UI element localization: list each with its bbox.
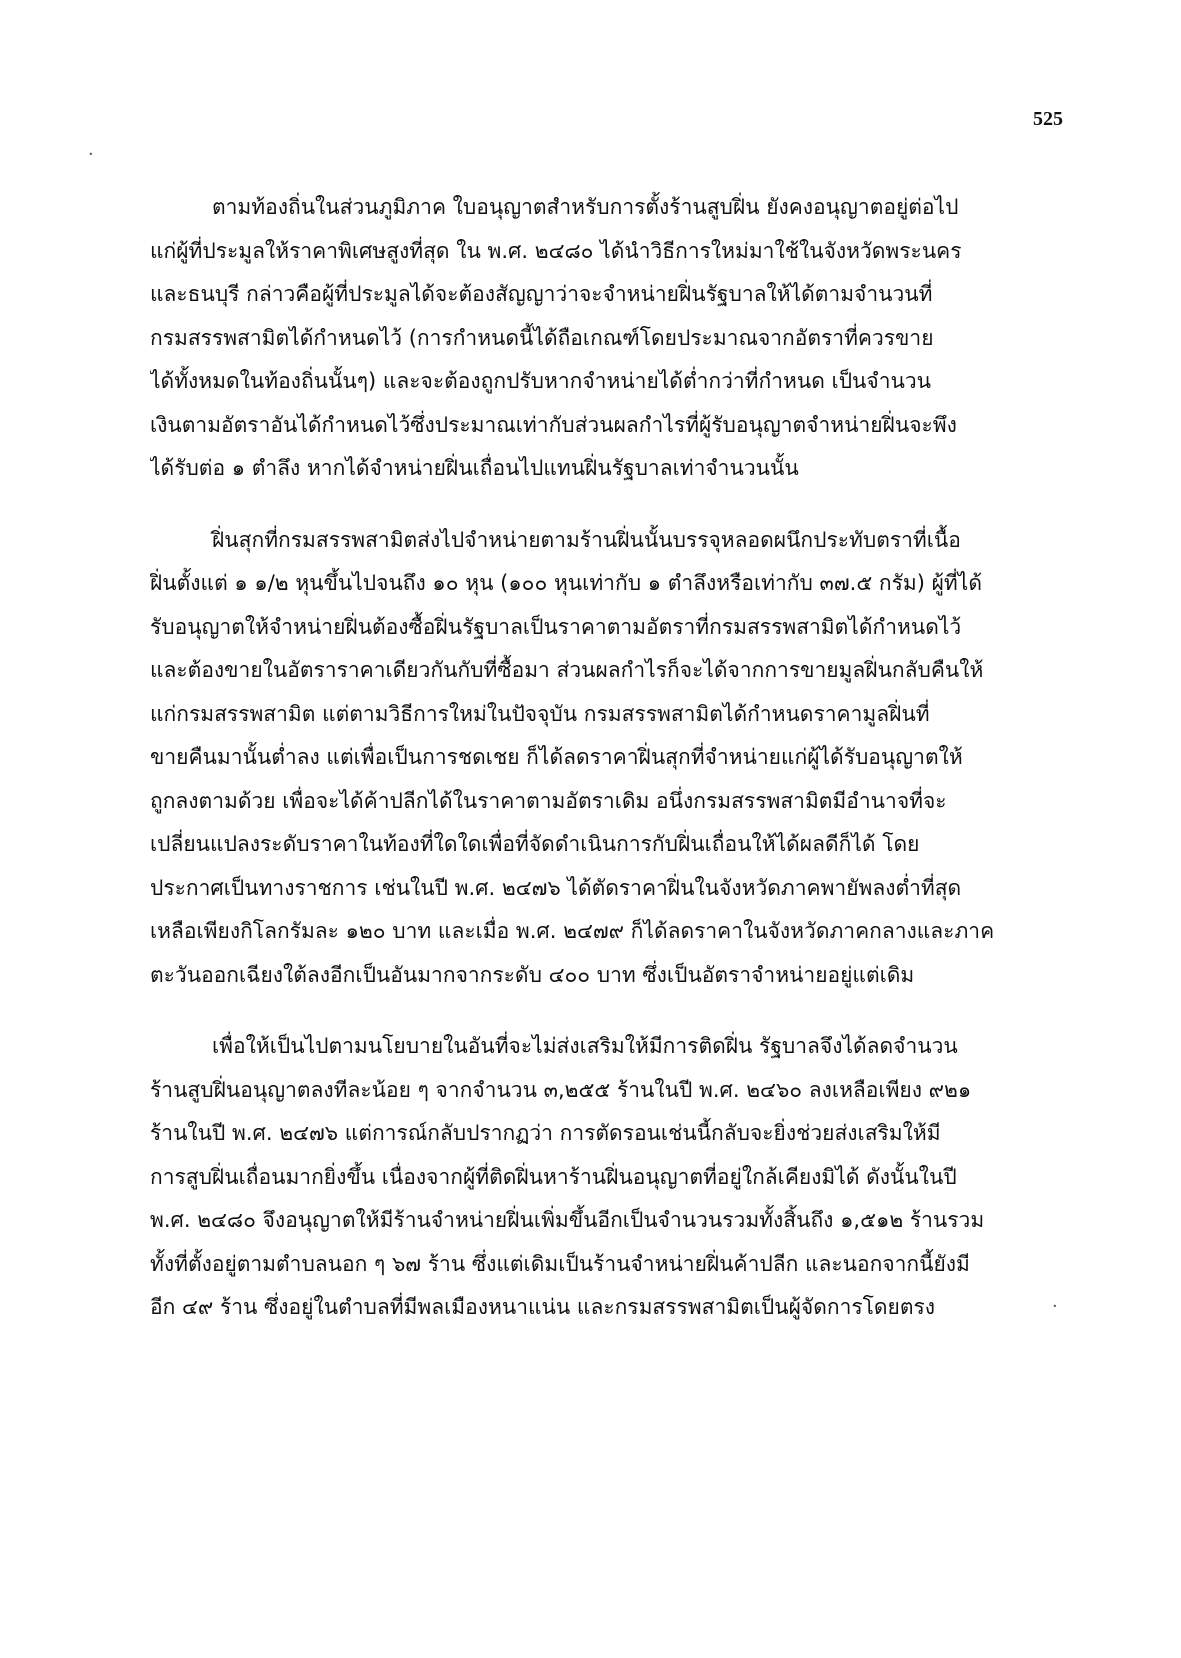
paragraph-line: และต้องขายในอัตราราคาเดียวกันกับที่ซื้อมา ส่วนผลกำไรก็จะได้จากการขายมูลฝิ่นกลับคืนให้ xyxy=(150,658,984,682)
paragraph-line: แก่ผู้ที่ประมูลให้ราคาพิเศษสูงที่สุด ใน พ.ศ. ๒๔๘๐ ได้นำวิธีการใหม่มาใช้ในจังหวัดพระนคร xyxy=(150,238,962,263)
paragraph-line: ร้านในปี พ.ศ. ๒๔๗๖ แต่การณ์กลับปรากฏว่า การตัดรอนเช่นนี้กลับจะยิ่งช่วยส่งเสริมให้มี xyxy=(150,1121,941,1145)
paragraph-1 xyxy=(150,186,1005,491)
paragraph-line: พ.ศ. ๒๔๘๐ จึงอนุญาตให้มีร้านจำหน่ายฝิ่นเพิ่มขึ้นอีกเป็นจำนวนรวมทั้งสิ้นถึง ๑,๕๑๒ ร้านรวม xyxy=(150,1208,985,1232)
paragraph-line: ขายคืนมานั้นต่ำลง แต่เพื่อเป็นการชดเชย ก็ได้ลดราคาฝิ่นสุกที่จำหน่ายแก่ผู้ได้รับอนุญาตให้ xyxy=(150,745,963,769)
paragraph-3 xyxy=(150,1025,1005,1330)
paragraph-line: ฝิ่นสุกที่กรมสรรพสามิตส่งไปจำหน่ายตามร้านฝิ่นนั้นบรรจุหลอดผนึกประทับตราที่เนื้อ xyxy=(212,527,961,552)
paragraph-line: ฝิ่นตั้งแต่ ๑ ๑/๒ หุนขึ้นไปจนถึง ๑๐ หุน (๑๐๐ หุนเท่ากับ ๑ ตำลึงหรือเท่ากับ ๓๗.๕ กรัม) ผู้ที่ได้ xyxy=(150,571,982,595)
paragraph-line: รับอนุญาตให้จำหน่ายฝิ่นต้องซื้อฝิ่นรัฐบาลเป็นราคาตามอัตราที่กรมสรรพสามิตได้กำหนดไว้ xyxy=(150,614,962,639)
body-text xyxy=(150,186,1005,1330)
paragraph-line: ตะวันออกเฉียงใต้ลงอีกเป็นอันมากจากระดับ ๔๐๐ บาท ซึ่งเป็นอัตราจำหน่ายอยู่แต่เดิม xyxy=(150,962,915,987)
paragraph-line: เหลือเพียงกิโลกรัมละ ๑๒๐ บาท และเมื่อ พ.ศ. ๒๔๗๙ ก็ได้ลดราคาในจังหวัดภาคกลางและภาค xyxy=(150,919,995,943)
paragraph-line: การสูบฝิ่นเถื่อนมากยิ่งขึ้น เนื่องจากผู้ที่ติดฝิ่นหาร้านฝิ่นอนุญาตที่อยู่ใกล้เคียงมิได้ ดังนั้นในปี xyxy=(150,1164,957,1189)
scan-speck: · xyxy=(1052,1296,1058,1317)
paragraph-gap xyxy=(150,997,1005,1025)
page-number: 525 xyxy=(1033,108,1063,130)
paragraph-line: เปลี่ยนแปลงระดับราคาในท้องที่ใดใดเพื่อที่จัดดำเนินการกับฝิ่นเถื่อนให้ได้ผลดีก็ได้ โดย xyxy=(150,832,920,856)
paragraph-line: ได้รับต่อ ๑ ตำลึง หากได้จำหน่ายฝิ่นเถื่อนไปแทนฝิ่นรัฐบาลเท่าจำนวนนั้น xyxy=(150,456,799,480)
paragraph-line: ทั้งที่ตั้งอยู่ตามตำบลนอก ๆ ๖๗ ร้าน ซึ่งแต่เดิมเป็นร้านจำหน่ายฝิ่นค้าปลีก และนอกจากนี้ยังมี xyxy=(150,1251,970,1276)
scan-speck: · xyxy=(88,144,94,165)
paragraph-gap xyxy=(150,491,1005,519)
paragraph-line: อีก ๔๙ ร้าน ซึ่งอยู่ในตำบลที่มีพลเมืองหนาแน่น และกรมสรรพสามิตเป็นผู้จัดการโดยตรง xyxy=(150,1295,936,1319)
paragraph-line: กรมสรรพสามิตได้กำหนดไว้ (การกำหนดนี้ได้ถือเกณฑ์โดยประมาณจากอัตราที่ควรขาย xyxy=(150,325,934,350)
paragraph-line: เงินตามอัตราอันได้กำหนดไว้ซึ่งประมาณเท่ากับส่วนผลกำไรที่ผู้รับอนุญาตจำหน่ายฝิ่นจะพึง xyxy=(150,412,957,437)
paragraph-line: และธนบุรี กล่าวคือผู้ที่ประมูลได้จะต้องสัญญาว่าจะจำหน่ายฝิ่นรัฐบาลให้ได้ตามจำนวนที่ xyxy=(150,282,933,306)
paragraph-line: เพื่อให้เป็นไปตามนโยบายในอันที่จะไม่ส่งเสริมให้มีการติดฝิ่น รัฐบาลจึงได้ลดจำนวน xyxy=(212,1034,958,1058)
paragraph-line: ตามท้องถิ่นในส่วนภูมิภาค ใบอนุญาตสำหรับการตั้งร้านสูบฝิ่น ยังคงอนุญาตอยู่ต่อไป xyxy=(212,195,959,219)
paragraph-line: แก่กรมสรรพสามิต แต่ตามวิธีการใหม่ในปัจจุบัน กรมสรรพสามิตได้กำหนดราคามูลฝิ่นที่ xyxy=(150,701,930,726)
paragraph-line: ได้ทั้งหมดในท้องถิ่นนั้นๆ) และจะต้องถูกปรับหากจำหน่ายได้ต่ำกว่าที่กำหนด เป็นจำนวน xyxy=(150,369,931,393)
paragraph-line: ประกาศเป็นทางราชการ เช่นในปี พ.ศ. ๒๔๗๖ ได้ตัดราคาฝิ่นในจังหวัดภาคพายัพลงต่ำที่สุด xyxy=(150,875,962,900)
paragraph-line: ร้านสูบฝิ่นอนุญาตลงทีละน้อย ๆ จากจำนวน ๓,๒๕๕ ร้านในปี พ.ศ. ๒๔๖๐ ลงเหลือเพียง ๙๒๑ xyxy=(150,1077,972,1102)
paragraph-2 xyxy=(150,519,1005,998)
paragraph-line: ถูกลงตามด้วย เพื่อจะได้ค้าปลีกได้ในราคาตามอัตราเดิม อนึ่งกรมสรรพสามิตมีอำนาจที่จะ xyxy=(150,788,947,813)
